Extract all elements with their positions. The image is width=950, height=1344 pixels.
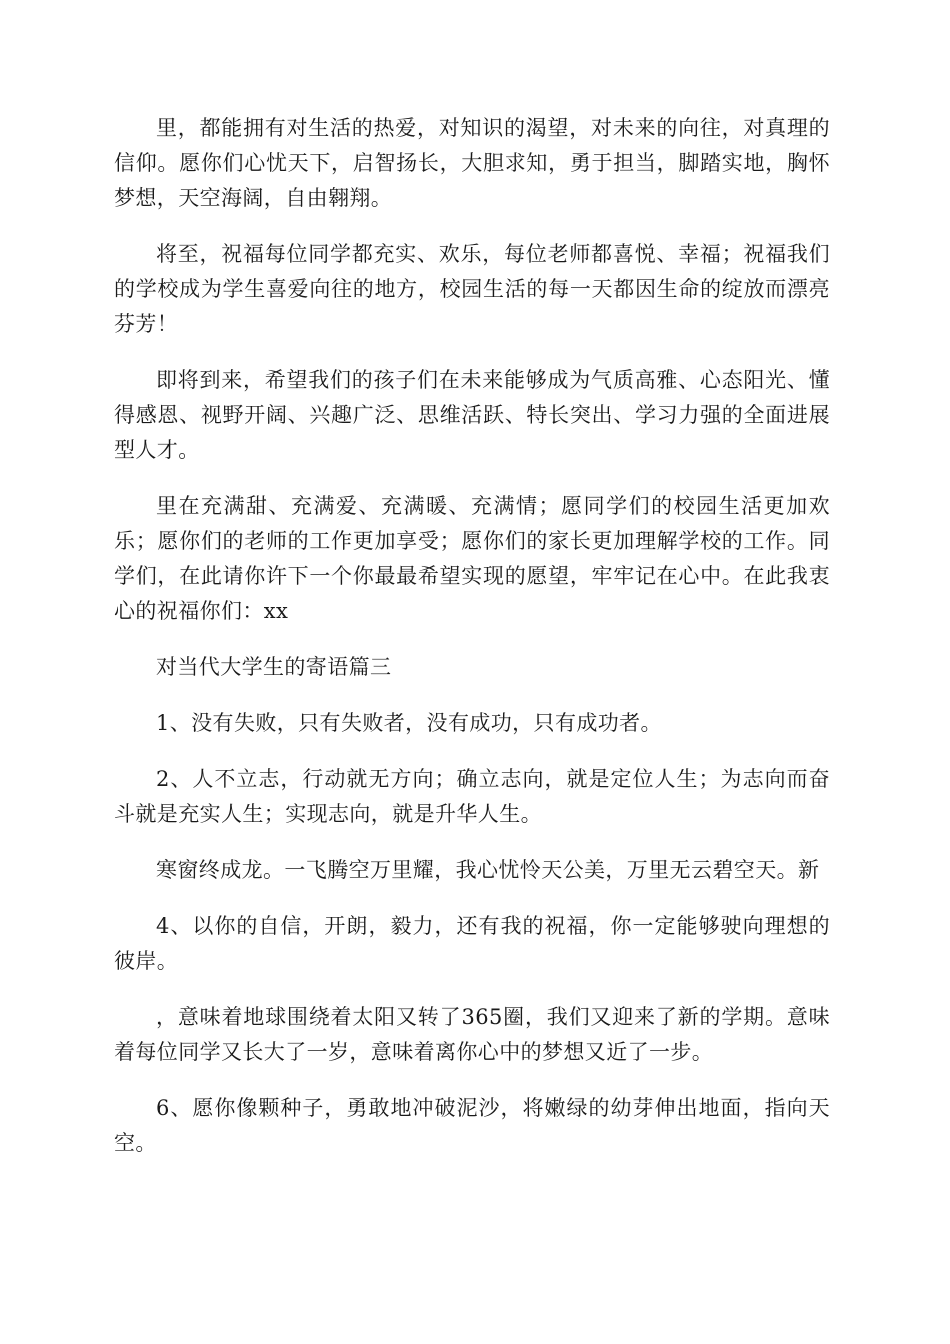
paragraph-item-1: 1、没有失败，只有失败者，没有成功，只有成功者。 <box>156 711 662 735</box>
paragraph-365: ，意味着地球围绕着太阳又转了365圈，我们又迎来了新的学期。意味着每位同学又长大了一岁，意味着离你心中的梦想又近了一步。 <box>114 1005 830 1064</box>
paragraph-poem: 寒窗终成龙。一飞腾空万里耀，我心忧怜天公美，万里无云碧空天。新 <box>156 858 820 882</box>
paragraph-2: 将至，祝福每位同学都充实、欢乐，每位老师都喜悦、幸福；祝福我们的学校成为学生喜爱向往的地方，校园生活的每一天都因生命的绽放而漂亮芬芳！ <box>114 242 830 336</box>
paragraph-item-4: 4、以你的自信，开朗，毅力，还有我的祝福，你一定能够驶向理想的彼岸。 <box>114 914 830 973</box>
paragraph-4: 里在充满甜、充满爱、充满暖、充满情；愿同学们的校园生活更加欢乐；愿你们的老师的工作更加享受；愿你们的家长更加理解学校的工作。同学们，在此请你许下一个你最最希望实现的愿望，牢牢记在心中。在此我衷心的祝福你们：xx <box>114 494 830 623</box>
paragraph-item-6: 6、愿你像颗种子，勇敢地冲破泥沙，将嫩绿的幼芽伸出地面，指向天空。 <box>114 1096 830 1155</box>
section-heading: 对当代大学生的寄语篇三 <box>156 655 392 679</box>
paragraph-1: 里，都能拥有对生活的热爱，对知识的渴望，对未来的向往，对真理的信仰。愿你们心忧天下，启智扬长，大胆求知，勇于担当，脚踏实地，胸怀梦想，天空海阔，自由翱翔。 <box>114 116 830 210</box>
paragraph-item-2: 2、人不立志，行动就无方向；确立志向，就是定位人生；为志向而奋斗就是充实人生；实现志向，就是升华人生。 <box>114 767 830 826</box>
paragraph-3: 即将到来，希望我们的孩子们在未来能够成为气质高雅、心态阳光、懂得感恩、视野开阔、兴趣广泛、思维活跃、特长突出、学习力强的全面进展型人才。 <box>114 368 830 462</box>
document-body <box>114 111 830 1182</box>
